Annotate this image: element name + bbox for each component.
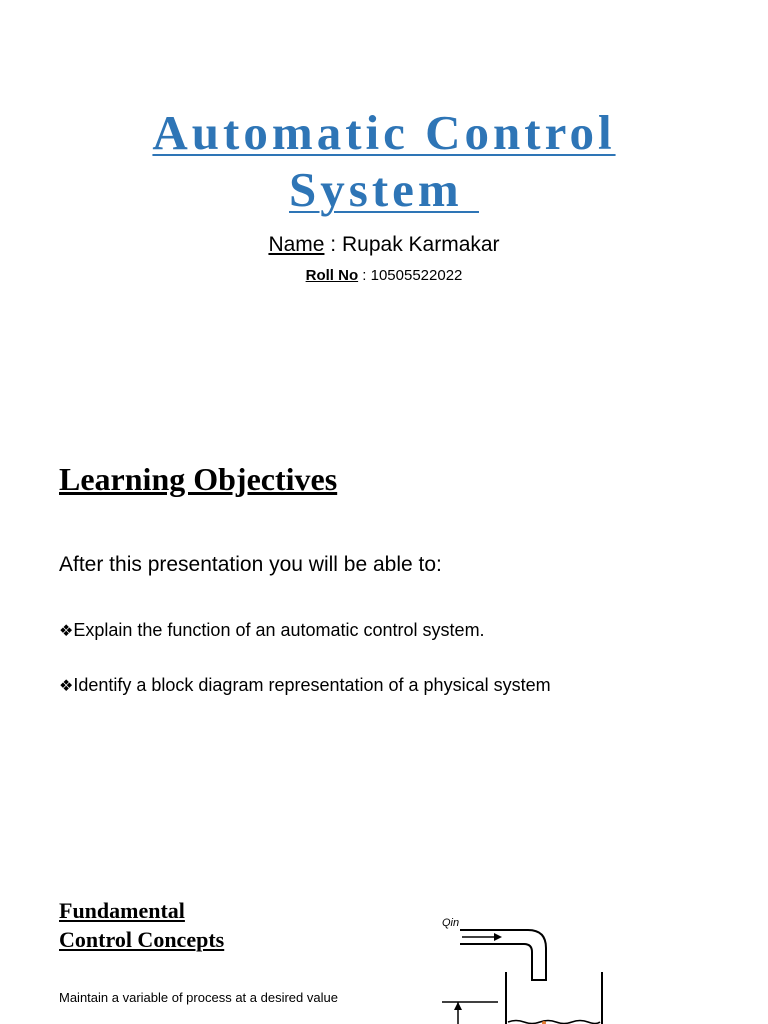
inflow-label: Qin [442,917,460,929]
roll-label: Roll No [305,267,359,284]
list-item [59,617,551,672]
heading-line-1: Fundamental [59,898,185,923]
document-title [0,104,768,218]
roll-number-line [0,265,768,287]
level-arrow-icon [454,1002,462,1010]
roll-value: 10505522022 [370,267,463,284]
heading-line-2: Control Concepts [59,927,225,952]
name-label: Name [268,233,325,256]
concept-description: Maintain a variable of process at a desired value [59,990,338,1005]
objective-text: Explain the function of an automatic control system. [73,620,485,640]
learning-objectives-heading: Learning Objectives [59,461,338,497]
bullet-diamond-icon: ❖ [59,678,74,695]
list-item [59,672,551,727]
roll-separator: : [358,267,371,284]
liquid-surface [508,1021,600,1024]
title-line-1: Automatic Control [152,105,616,160]
objective-text: Identify a block diagram representation of a physical system [73,675,551,695]
bullet-diamond-icon: ❖ [59,623,74,640]
arrowhead-icon [494,933,502,941]
tank-diagram [436,910,626,1024]
name-value: Rupak Karmakar [341,233,500,256]
objectives-intro: After this presentation you will be able to: [59,553,442,576]
objectives-list [59,617,551,727]
fundamental-concepts-heading [59,896,224,954]
title-line-2: System [289,162,479,217]
name-separator: : [324,233,342,256]
author-name-line [0,231,768,259]
